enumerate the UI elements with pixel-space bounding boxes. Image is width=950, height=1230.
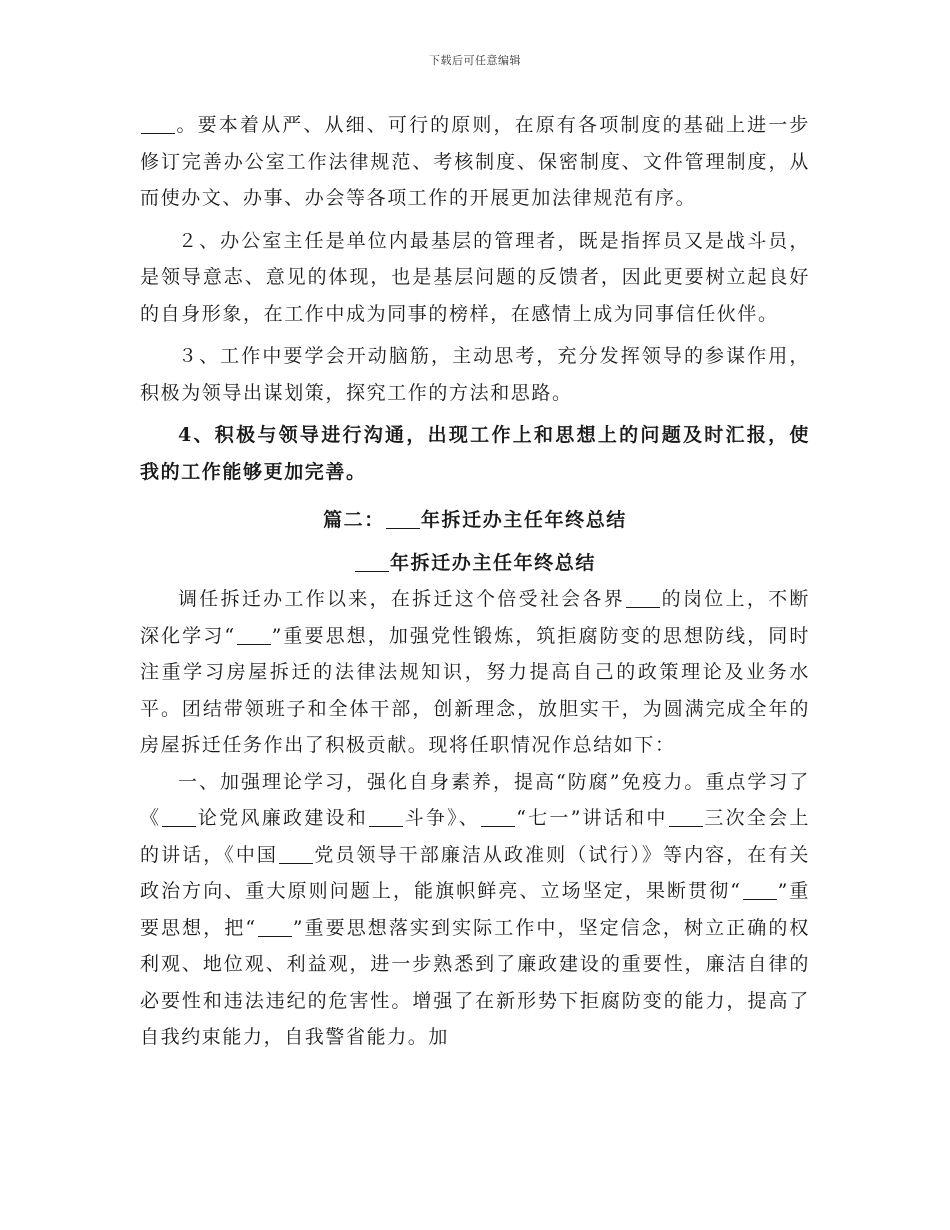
- spacer: [140, 490, 810, 502]
- paragraph-theory-study: [140, 764, 810, 1056]
- blank-underline: [743, 881, 777, 900]
- paragraph-intro: [140, 581, 810, 764]
- text-segment: “七一”讲话和中: [516, 807, 668, 829]
- blank-underline: [237, 626, 271, 645]
- text-segment: 党员领导干部廉洁从政准则（试行）》等内容，在有关政治方向、重大原则问题上，能旗帜鲜亮、立场坚定，果断贯彻“: [140, 843, 810, 902]
- blank-underline: [355, 553, 389, 572]
- blank-underline: [369, 808, 403, 827]
- blank-underline: [162, 808, 196, 827]
- text-segment: 调任拆迁办工作以来，在拆迁这个倍受社会各界: [178, 588, 625, 610]
- text-segment: 一、加强理论学习，强化自身素养，提高“防腐”免疫力。重点学习了《: [140, 770, 810, 829]
- paragraph-office-director: ２、办公室主任是单位内最基层的管理者，既是指挥员又是战斗员，是领导意志、意见的体现，也是基层问题的反馈者，因此更要树立起良好的自身形象，在工作中成为同事的榜样，在感情上成为同事信任伙伴。: [140, 229, 810, 325]
- text-segment: ”重要思想落实到实际工作中，坚定信念，树立正确的权利观、地位观、利益观，进一步熟悉到了廉政建设的重要性，廉洁自律的必要性和违法违纪的危害性。增强了在新形势下拒腐防变的能力，提高了自我约束能力，自我警省能力。加: [140, 916, 810, 1048]
- text-segment: ”重要思想，把“: [140, 880, 810, 939]
- document-body: [140, 107, 810, 1056]
- blank-underline: [626, 589, 660, 608]
- title-suffix: 年拆迁办主任年终总结: [389, 551, 596, 574]
- paragraph-rules-revision: [140, 107, 810, 217]
- document-title: [140, 545, 810, 582]
- heading-prefix: 篇二：: [323, 509, 385, 531]
- text-segment: 斗争》、: [404, 807, 481, 829]
- blank-underline: [481, 808, 515, 827]
- text-segment: 论党风廉政建设和: [197, 807, 368, 829]
- page-header-note: 下载后可任意编辑: [429, 54, 521, 67]
- blank-underline: [386, 510, 420, 529]
- text-segment: 三次全会上的讲话，《中国: [140, 807, 810, 866]
- heading-suffix: 年拆迁办主任年终总结: [420, 509, 627, 531]
- blank-underline: [279, 845, 313, 864]
- section-heading: [140, 502, 810, 539]
- text-segment: ”重要思想，加强党性锻炼，筑拒腐防变的思想防线，同时注重学习房屋拆迁的法律法规知识，努力提高自己的政策理论及业务水平。团结带领班子和全体干部，创新理念，放胆实干，为圆满完成全年的房屋拆迁任务作出了积极贡献。现将任职情况作总结如下：: [140, 624, 810, 756]
- text-segment: 的岗位上，不断深化学习“: [140, 588, 810, 647]
- blank-underline: [141, 115, 175, 134]
- blank-underline: [669, 808, 703, 827]
- paragraph-communication: 4、积极与领导进行沟通，出现工作上和思想上的问题及时汇报，使我的工作能够更加完善。: [140, 424, 810, 483]
- paragraph-work-thinking: ３、工作中要学会开动脑筋，主动思考，充分发挥领导的参谋作用，积极为领导出谋划策，探究工作的方法和思路。: [140, 345, 810, 404]
- paragraph-text: 。要本着从严、从细、可行的原则，在原有各项制度的基础上进一步修订完善办公室工作法律规范、考核制度、保密制度、文件管理制度，从而使办文、办事、办会等各项工作的开展更加法律规范有序。: [140, 114, 810, 209]
- blank-underline: [258, 918, 292, 937]
